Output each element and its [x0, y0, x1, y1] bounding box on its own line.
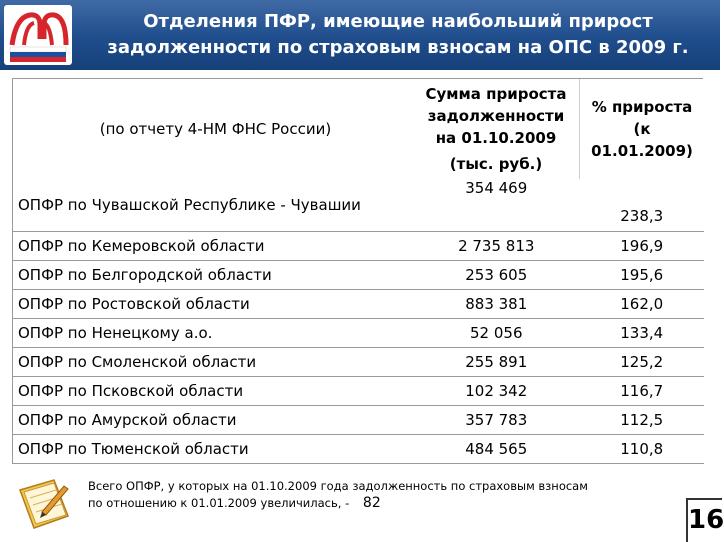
slide-header — [0, 0, 720, 70]
col-header-sum-line: Сумма прироста — [425, 85, 567, 103]
row-name: ОПФР по Тюменской области — [13, 435, 413, 464]
col-header-sum-line: задолженности — [427, 107, 565, 125]
row-pct: 238,3 — [580, 179, 705, 232]
row-sum: 354 469 — [413, 179, 580, 232]
footnote-summary — [88, 478, 698, 512]
row-sum: 255 891 — [413, 348, 580, 377]
footnote-line-1: Всего ОПФР, у которых на 01.10.2009 года задолженность по страховым взносам — [88, 479, 588, 493]
page-number: 16 — [686, 498, 722, 542]
footnote-count: 82 — [362, 495, 381, 511]
table-row — [13, 261, 704, 290]
row-name: ОПФР по Ростовской области — [13, 290, 413, 319]
title-line-1: Отделения ПФР, имеющие наибольший прирост — [143, 11, 653, 32]
row-pct: 162,0 — [580, 290, 705, 319]
table-row — [13, 232, 704, 261]
row-name: ОПФР по Белгородской области — [13, 261, 413, 290]
table-row — [13, 290, 704, 319]
row-sum: 253 605 — [413, 261, 580, 290]
title-line-2: задолженности по страховым взносам на ОПС в 2009 г. — [107, 37, 689, 58]
row-name: ОПФР по Смоленской области — [13, 348, 413, 377]
table-row — [13, 319, 704, 348]
page-title — [78, 9, 718, 61]
col-header-pct-line: 01.01.2009) — [591, 142, 693, 160]
col-header-source: (по отчету 4-НМ ФНС России) — [99, 120, 332, 138]
col-header-sum — [413, 79, 580, 179]
row-pct: 196,9 — [580, 232, 705, 261]
table-row — [13, 179, 704, 232]
debt-growth-table — [12, 78, 703, 464]
notebook-icon — [14, 472, 74, 532]
row-name: ОПФР по Амурской области — [13, 406, 413, 435]
row-pct: 125,2 — [580, 348, 705, 377]
row-sum: 52 056 — [413, 319, 580, 348]
row-name: ОПФР по Псковской области — [13, 377, 413, 406]
row-pct: 112,5 — [580, 406, 705, 435]
row-pct: 116,7 — [580, 377, 705, 406]
row-name: ОПФР по Чувашской Республике - Чувашии — [13, 179, 413, 232]
table-row — [13, 348, 704, 377]
row-name: ОПФР по Кемеровской области — [13, 232, 413, 261]
col-header-pct-line: (к — [633, 120, 651, 138]
row-pct: 133,4 — [580, 319, 705, 348]
table-row — [13, 435, 704, 464]
row-sum: 484 565 — [413, 435, 580, 464]
row-sum: 2 735 813 — [413, 232, 580, 261]
row-pct: 110,8 — [580, 435, 705, 464]
row-sum: 357 783 — [413, 406, 580, 435]
col-header-sum-line: на 01.10.2009 — [435, 129, 557, 147]
row-pct: 195,6 — [580, 261, 705, 290]
row-sum: 883 381 — [413, 290, 580, 319]
row-name: ОПФР по Ненецкому а.о. — [13, 319, 413, 348]
pfr-logo-icon — [4, 5, 72, 65]
col-header-sum-unit: (тыс. руб.) — [449, 155, 543, 173]
col-header-pct — [580, 79, 705, 179]
table-row — [13, 377, 704, 406]
table-header-row — [13, 79, 704, 179]
col-header-pct-line: % прироста — [591, 98, 693, 116]
footnote-line-2 — [88, 495, 698, 512]
table-row — [13, 406, 704, 435]
footnote-text: по отношению к 01.01.2009 увеличилась, - — [88, 496, 350, 510]
row-sum: 102 342 — [413, 377, 580, 406]
